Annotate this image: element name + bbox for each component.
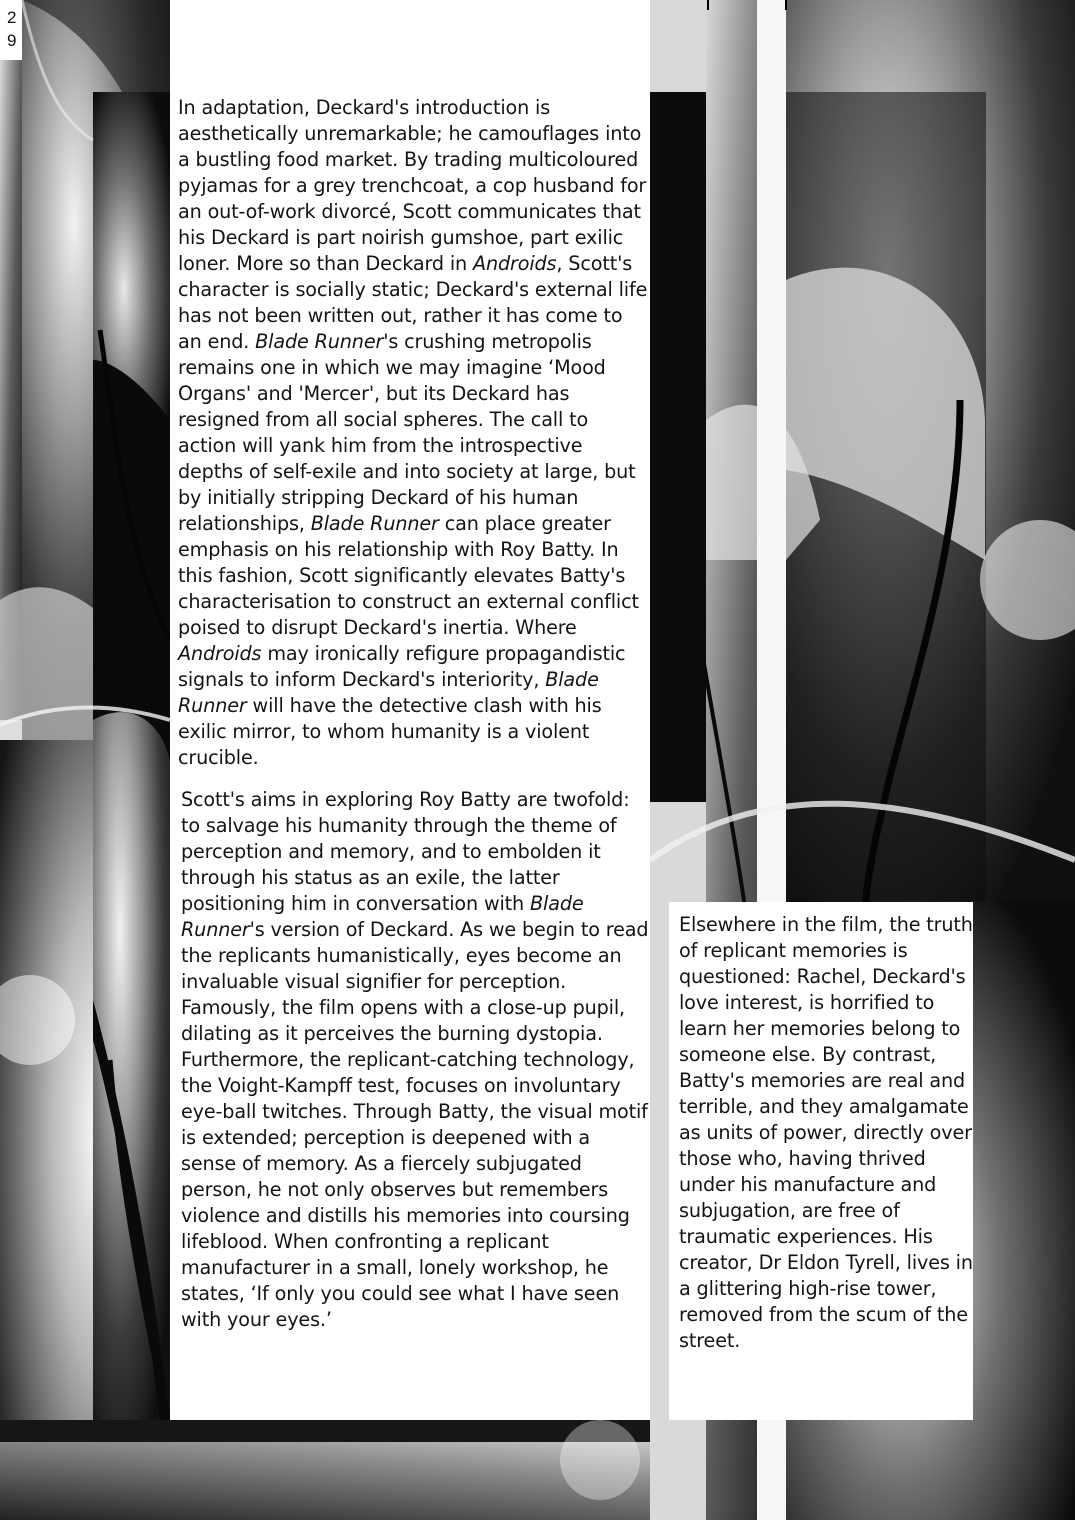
text-run: , Scott's character is socially static; Deckard's external life has not been written out, rather it has come to an end. <box>178 252 648 353</box>
page-number-digit: 2 <box>7 8 17 27</box>
text-run: 's version of Deckard. As we begin to read the replicants humanistically, eyes become an invaluable visual signifier for perception. Famously, the film opens with a close-up pupil, dilating as it perceives the burning dystopia. Furthermore, the replicant-catching technology, the Voight-Kampff test, focuses on involuntary eye-ball twitches. Through Batty, the visual motif is extended; perception is deepened with a sense of memory. As a fiercely subjugated person, he not only observes but remembers violence and distills his memories into coursing lifeblood. When confronting a replicant manufacturer in a small, lonely workshop, he states, ‘If only you could see what I have seen with your eyes.’ <box>181 918 649 1331</box>
italic-title: Androids <box>473 252 557 275</box>
text-run: In adaptation, Deckard's introduction is aesthetically unremarkable; he camouflages into a bustling food market. By trading multicoloured pyjamas for a grey trenchcoat, a cop husband for an out-of-work divorcé, Scott communicates that his Deckard is part noirish gumshoe, part exilic loner. More so than Deckard in <box>178 96 647 275</box>
italic-title: Blade Runner <box>181 892 584 941</box>
text-run: 's crushing metropolis remains one in which we may imagine ‘Mood Organs' and 'Mercer', but its Deckard has resigned from all social spheres. The call to action will yank him from the introspective depths of self-exile and into society at large, but by initially stripping Deckard of his human relationships, <box>178 330 636 535</box>
page-number-digit: 9 <box>7 31 17 50</box>
italic-title: Blade Runner <box>310 512 439 535</box>
side-text-column <box>669 902 973 1420</box>
text-run: will have the detective clash with his exilic mirror, to whom humanity is a violent crucible. <box>178 694 602 769</box>
main-text-column <box>170 92 650 1420</box>
italic-title: Androids <box>178 642 262 665</box>
page-number <box>7 6 21 52</box>
side-paragraph <box>679 912 973 1354</box>
text-run: can place greater emphasis on his relationship with Roy Batty. In this fashion, Scott significantly elevates Batty's characterisation to construct an external conflict poised to disrupt Deckard's inertia. Where <box>178 512 639 639</box>
italic-title: Blade Runner <box>178 668 599 717</box>
body-paragraph <box>178 787 650 1333</box>
body-paragraph <box>178 95 650 771</box>
text-run: Scott's aims in exploring Roy Batty are twofold: to salvage his humanity through the theme of perception and memory, and to embolden it through his status as an exile, the latter positioning him in conversation with <box>181 788 630 915</box>
italic-title: Blade Runner <box>255 330 384 353</box>
text-run: Elsewhere in the film, the truth of replicant memories is questioned: Rachel, Deckard's love interest, is horrified to learn her memories belong to someone else. By contrast, Batty's memories are real and terrible, and they amalgamate as units of power, directly over those who, having thrived under his manufacture and subjugation, are free of traumatic experiences. His creator, Dr Eldon Tyrell, lives in a glittering high-rise tower, removed from the scum of the street. <box>679 913 973 1352</box>
text-run: may ironically refigure propagandistic signals to inform Deckard's interiority, <box>178 642 626 691</box>
